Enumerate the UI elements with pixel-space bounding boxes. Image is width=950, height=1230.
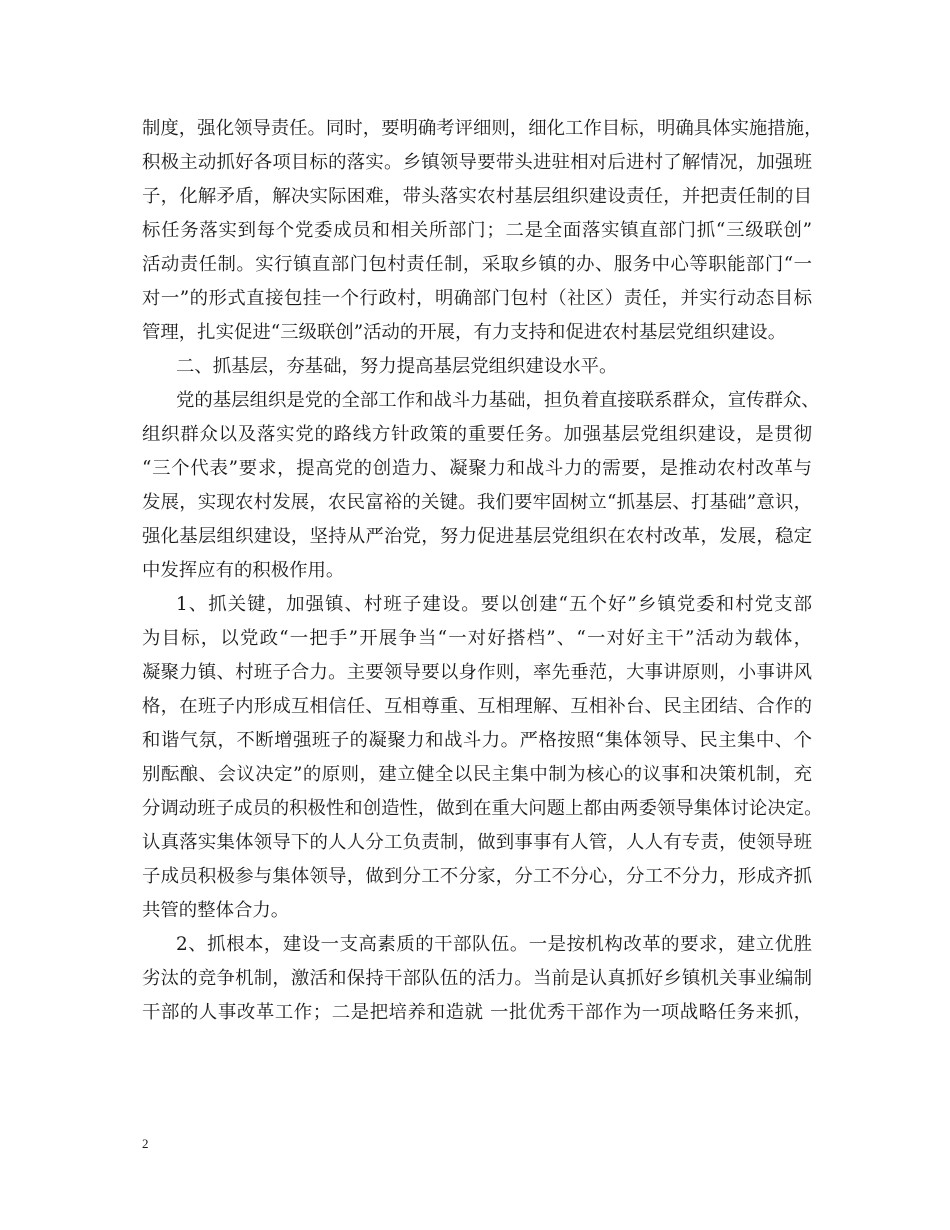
text-line: 强化基层组织建设，坚持从严治党，努力促进基层党组织在农村改革，发展，稳定 bbox=[142, 526, 812, 547]
text-line: 认真落实集体领导下的人人分工负责制，做到事事有人管，人人有专责，使领导班 bbox=[142, 832, 812, 853]
text-line: 二、抓基层，夯基础，努力提高基层党组织建设水平。 bbox=[176, 356, 618, 377]
text-line: 别酝酿、会议决定”的原则，建立健全以民主集中制为核心的议事和决策机制，充 bbox=[142, 764, 812, 785]
text-line: 劣汰的竞争机制，激活和保持干部队伍的活力。当前是认真抓好乡镇机关事业编制 bbox=[142, 968, 812, 989]
text-line: 子，化解矛盾，解决实际困难，带头落实农村基层组织建设责任，并把责任制的目 bbox=[142, 186, 812, 207]
text-line: 积极主动抓好各项目标的落实。乡镇领导要带头进驻相对后进村了解情况，加强班 bbox=[142, 152, 812, 173]
page-number: 2 bbox=[142, 1136, 149, 1151]
text-line: 1、抓关键，加强镇、村班子建设。要以创建“五个好”乡镇党委和村党支部 bbox=[176, 594, 812, 615]
text-line: 制度，强化领导责任。同时，要明确考评细则，细化工作目标，明确具体实施措施， bbox=[142, 118, 823, 139]
text-line: 共管的整体合力。 bbox=[142, 900, 290, 921]
text-line: “三个代表”要求，提高党的创造力、凝聚力和战斗力的需要，是推动农村改革与 bbox=[142, 458, 812, 479]
text-line: 和谐气氛，不断增强班子的凝聚力和战斗力。严格按照“集体领导、民主集中、个 bbox=[142, 730, 812, 751]
text-line: 凝聚力镇、村班子合力。主要领导要以身作则，率先垂范，大事讲原则，小事讲风 bbox=[142, 662, 812, 683]
text-line: 分调动班子成员的积极性和创造性，做到在重大问题上都由两委领导集体讨论决定。 bbox=[142, 798, 823, 819]
text-line: 组织群众以及落实党的路线方针政策的重要任务。加强基层党组织建设，是贯彻 bbox=[142, 424, 812, 445]
text-line: 管理，扎实促进“三级联创”活动的开展，有力支持和促进农村基层党组织建设。 bbox=[142, 322, 787, 343]
text-line: 为目标，以党政“一把手”开展争当“一对好搭档”、“一对好主干”活动为载体， bbox=[142, 628, 812, 649]
text-line: 标任务落实到每个党委成员和相关所部门；二是全面落实镇直部门抓“三级联创” bbox=[142, 220, 812, 241]
text-line: 干部的人事改革工作；二是把培养和造就 一批优秀干部作为一项战略任务来抓， bbox=[142, 1002, 812, 1023]
text-line: 子成员积极参与集体领导，做到分工不分家，分工不分心，分工不分力，形成齐抓 bbox=[142, 866, 812, 887]
document-body bbox=[142, 112, 823, 1030]
text-line: 对一”的形式直接包挂一个行政村，明确部门包村（社区）责任，并实行动态目标 bbox=[142, 288, 812, 309]
text-line: 发展，实现农村发展，农民富裕的关键。我们要牢固树立“抓基层、打基础”意识， bbox=[142, 492, 812, 513]
text-line: 党的基层组织是党的全部工作和战斗力基础，担负着直接联系群众，宣传群众、 bbox=[176, 390, 820, 411]
text-line: 中发挥应有的积极作用。 bbox=[142, 560, 345, 581]
text-line: 活动责任制。实行镇直部门包村责任制，采取乡镇的办、服务中心等职能部门“一 bbox=[142, 254, 812, 275]
text-line: 2、抓根本，建设一支高素质的干部队伍。一是按机构改革的要求，建立优胜 bbox=[176, 934, 812, 955]
text-line: 格，在班子内形成互相信任、互相尊重、互相理解、互相补台、民主团结、合作的 bbox=[142, 696, 812, 717]
